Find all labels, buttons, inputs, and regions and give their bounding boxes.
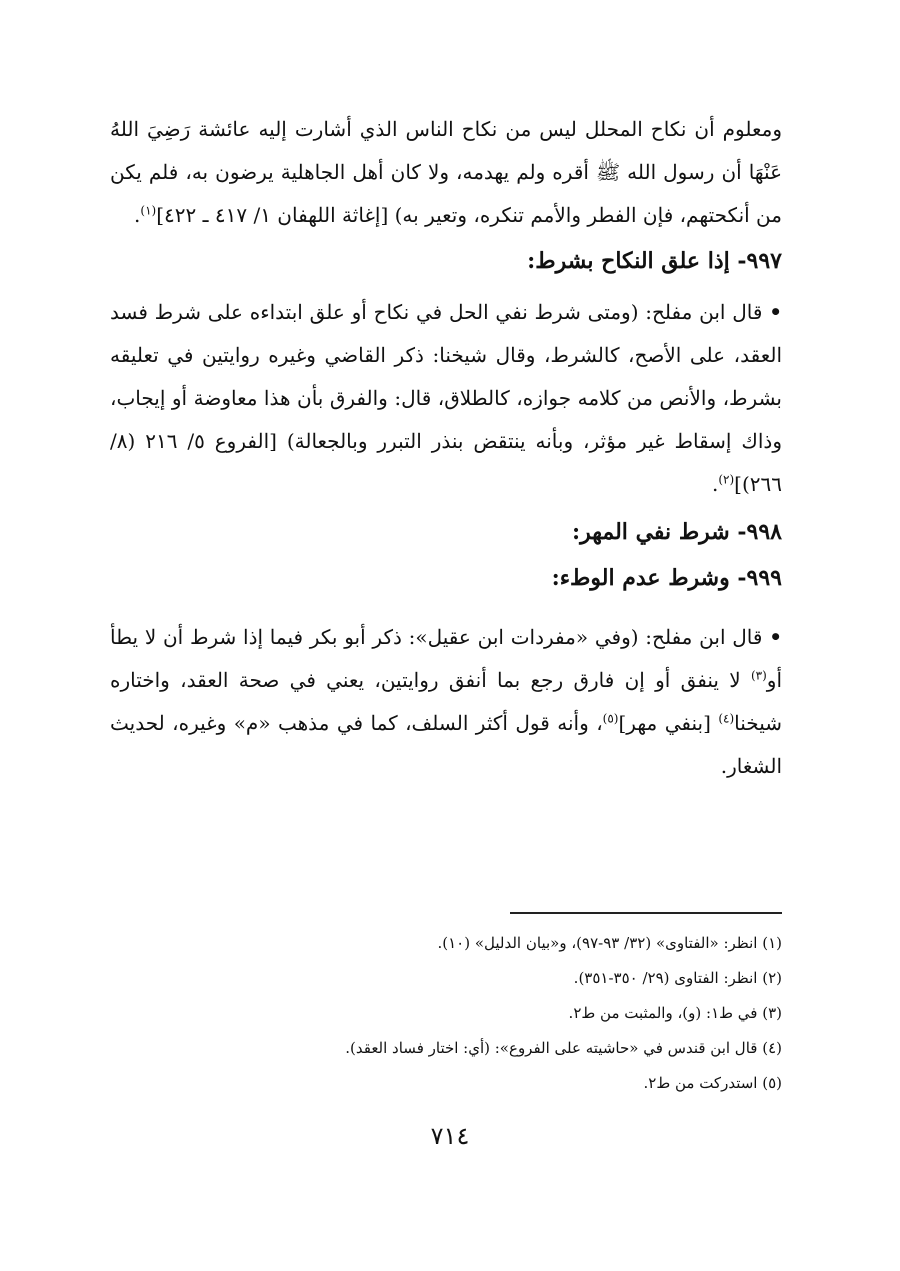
paragraph-997-text: قال ابن مفلح: (ومتى شرط نفي الحل في نكاح أو علق ابتداءه على شرط فسد العقد، على الأصح، كالشرط، وقال شيخنا: ذكر القاضي وغيره روايتين في تعليقه بشرط، والأنص من كلامه جوازه، كالطلاق، قال: والفرق بأن هذا معاوضة أو إيجاب، وذاك إسقاط غير مؤثر، وبأنه ينتقض بنذر التبرر وبالجعالة) [الفروع ٥/ ٢١٦ (٨/ ٢٦٦)]	[110, 300, 782, 496]
bullet-icon: •	[769, 300, 783, 324]
footnotes	[110, 912, 782, 1101]
page-number: ٧١٤	[430, 1122, 470, 1150]
footnote-4: (٤) قال ابن قندس في «حاشيته على الفروع»: (أي: اختار فساد العقد).	[345, 1039, 782, 1057]
footnote-divider	[510, 912, 782, 914]
footnote-ref-4: (٤)	[718, 711, 735, 726]
footnote-3: (٣) في ط١: (و)، والمثبت من ط٢.	[568, 1004, 782, 1022]
paragraph-999-part-d: ، وأنه قول أكثر السلف، كما في مذهب «م» وغيره، لحديث الشغار.	[110, 711, 782, 778]
paragraph-997	[110, 291, 782, 506]
page-body	[110, 108, 782, 788]
paragraph-999-part-c: [بنفي مهر]	[618, 711, 719, 735]
paragraph-997-end: .	[711, 472, 719, 496]
heading-999: ٩٩٩- وشرط عدم الوطء:	[551, 565, 782, 591]
heading-998: ٩٩٨- شرط نفي المهر:	[571, 519, 782, 545]
bullet-icon-2: •	[769, 625, 782, 649]
paragraph-999-part-b: لا ينفق أو إن فارق رجع بما أنفق روايتين، يعني في صحة العقد، واختاره شيخنا	[110, 668, 782, 735]
footnote-ref-2: (٢)	[718, 472, 735, 487]
heading-997: ٩٩٧- إذا علق النكاح بشرط:	[527, 248, 782, 274]
paragraph-999-part-a: قال ابن مفلح: (وفي «مفردات ابن عقيل»: ذكر أبو بكر فيما إذا شرط أن لا يطأ أو	[110, 625, 782, 692]
footnote-5: (٥) استدركت من ط٢.	[643, 1074, 782, 1092]
footnote-ref-3: (٣)	[750, 668, 767, 683]
paragraph-intro-end: .	[134, 203, 141, 227]
footnote-2: (٢) انظر: الفتاوى (٢٩/ ٣٥٠-٣٥١).	[573, 969, 782, 987]
paragraph-999	[110, 616, 782, 788]
paragraph-intro	[110, 108, 782, 237]
footnote-ref-5: (٥)	[602, 711, 619, 726]
paragraph-intro-text: ومعلوم أن نكاح المحلل ليس من نكاح الناس الذي أشارت إليه عائشة رَضِيَ اللهُ عَنْهَا أن رسول الله ﷺ أقره ولم يهدمه، ولا كان أهل الجاهلية يرضون به، فلم يكن من أنكحتهم، فإن الفطر والأمم تنكره، وتعير به) [إغاثة اللهفان ١/ ٤١٧ ـ ٤٢٢]	[110, 117, 782, 227]
footnote-ref-1: (١)	[140, 203, 157, 218]
footnote-1: (١) انظر: «الفتاوى» (٣٢/ ٩٣-٩٧)، و«بيان الدليل» (١٠).	[437, 934, 782, 952]
